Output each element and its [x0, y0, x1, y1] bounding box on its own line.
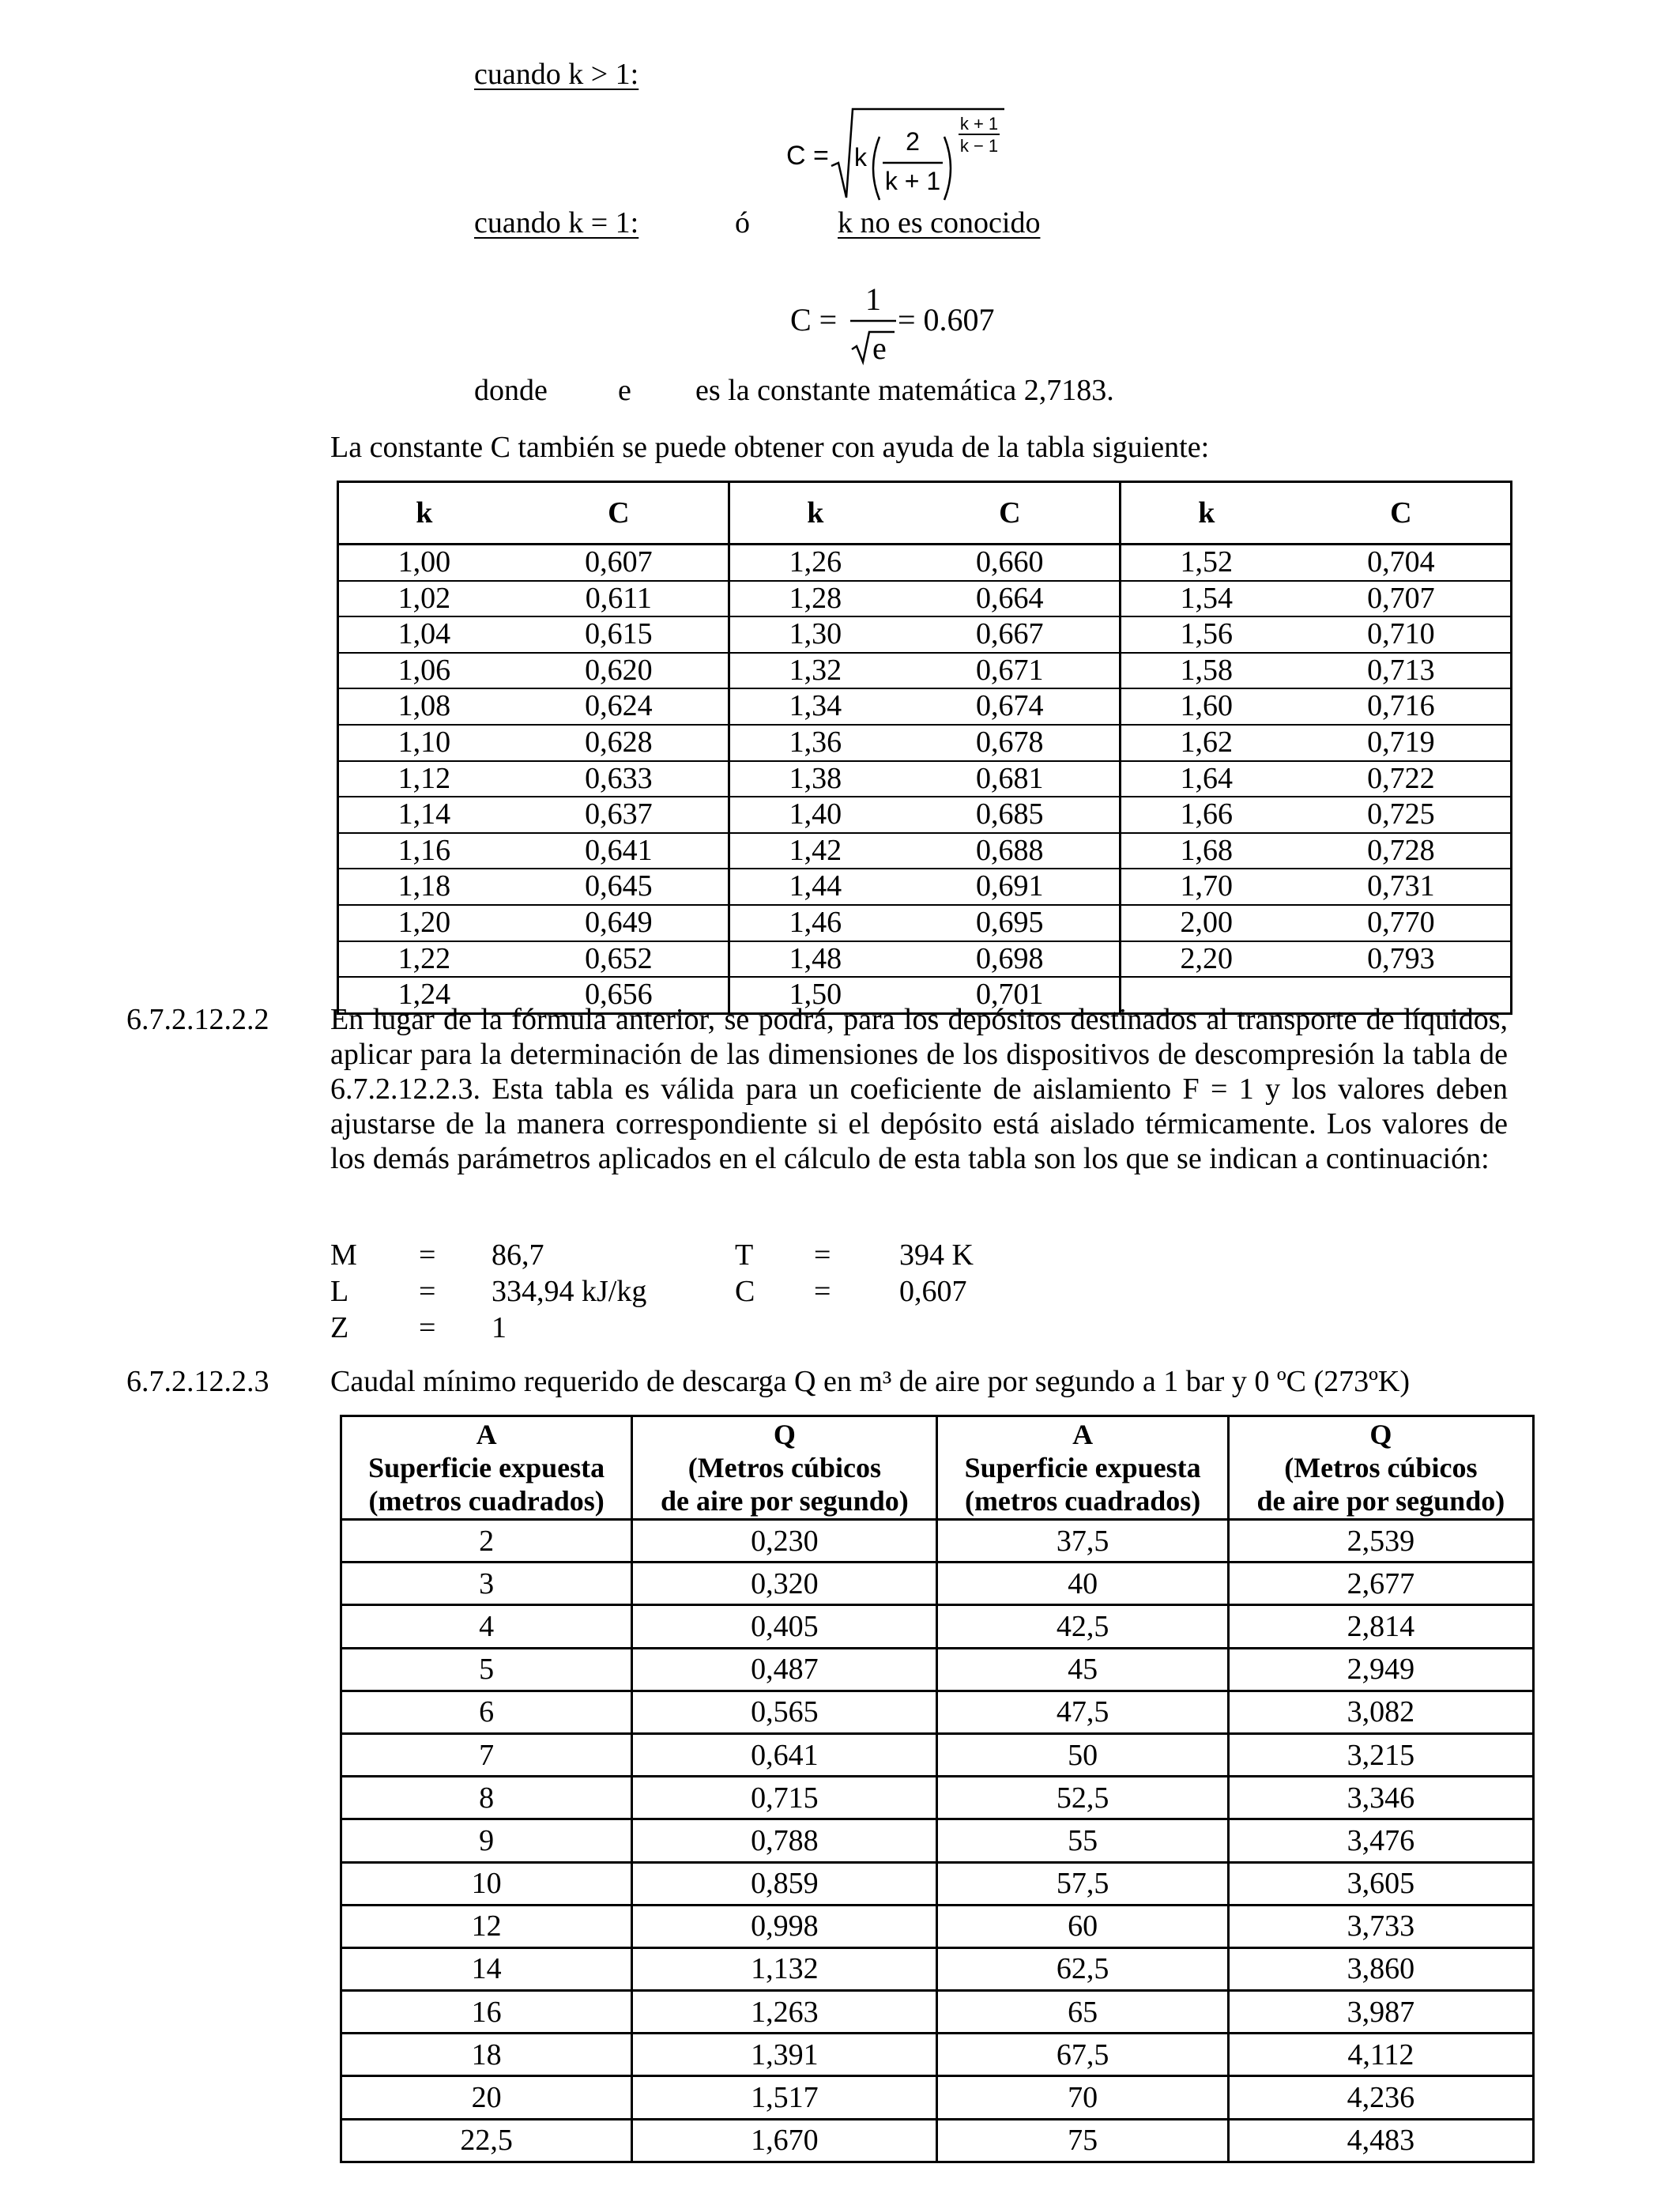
table1-cell: 0,688: [901, 833, 1121, 869]
formula1-exp-den: k − 1: [959, 136, 999, 156]
table2-cell: 4,483: [1228, 2119, 1533, 2162]
table2-cell: 1,670: [632, 2119, 937, 2162]
table-row: [338, 833, 1512, 869]
table-row: [341, 1862, 1534, 1905]
param-symbol: Z: [330, 1311, 349, 1344]
table-row: [338, 725, 1512, 761]
table2-cell: 2,677: [1228, 1563, 1533, 1605]
table1-header: k: [338, 482, 510, 545]
table2-cell: 62,5: [937, 1947, 1228, 1990]
table1-cell: 0,770: [1292, 905, 1512, 941]
table-row: [341, 1691, 1534, 1733]
table1-cell: 1,58: [1120, 653, 1291, 689]
table-row: [341, 1991, 1534, 2034]
table1-cell: 0,641: [510, 833, 729, 869]
table2-cell: 0,320: [632, 1563, 937, 1605]
table2-cell: 3,215: [1228, 1733, 1533, 1776]
table-k-c-values: [337, 481, 1512, 1015]
formula2-rhs: = 0.607: [898, 302, 995, 337]
table-row: [338, 688, 1512, 725]
table1-cell: 0,728: [1292, 833, 1512, 869]
table1-cell: 1,42: [729, 833, 900, 869]
table-row: [338, 545, 1512, 581]
table-row: [341, 2076, 1534, 2119]
table-row: [341, 1819, 1534, 1862]
table1-cell: 0,667: [901, 616, 1121, 653]
param-value: 1: [492, 1311, 507, 1344]
table1-cell: 0,615: [510, 616, 729, 653]
table2-cell: 0,641: [632, 1733, 937, 1776]
table-row: [341, 1905, 1534, 1947]
table2-cell: 2: [341, 1520, 632, 1563]
table2-header-area: A Superficie expuesta (metros cuadrados): [937, 1416, 1228, 1520]
table-row: [341, 1648, 1534, 1691]
table1-intro: La constante C también se puede obtener con ayuda de la tabla siguiente:: [330, 431, 1210, 464]
formula1-den: k + 1: [884, 167, 941, 195]
table1-cell: 1,32: [729, 653, 900, 689]
table1-cell: 0,628: [510, 725, 729, 761]
condition-k-greater-1: cuando k > 1:: [474, 58, 639, 91]
table2-header-flow: Q (Metros cúbicos de aire por segundo): [1228, 1416, 1533, 1520]
table2-cell: 0,487: [632, 1648, 937, 1691]
table-row: [341, 1733, 1534, 1776]
table1-header: C: [901, 482, 1121, 545]
table1-cell: 1,44: [729, 869, 900, 905]
table2-cell: 2,949: [1228, 1648, 1533, 1691]
table2-header-row: [341, 1416, 1534, 1520]
table1-cell: 0,652: [510, 941, 729, 978]
table2-cell: 45: [937, 1648, 1228, 1691]
table2-cell: 50: [937, 1733, 1228, 1776]
table2-cell: 4,236: [1228, 2076, 1533, 2119]
table2-cell: 1,517: [632, 2076, 937, 2119]
table1-cell: 0,719: [1292, 725, 1512, 761]
table2-cell: 40: [937, 1563, 1228, 1605]
table1-cell: 0,685: [901, 797, 1121, 833]
table1-cell: 0,695: [901, 905, 1121, 941]
donde-symbol: e: [618, 374, 631, 407]
table2-cell: 1,391: [632, 2034, 937, 2076]
table1-cell: 1,60: [1120, 688, 1291, 725]
param-equals: =: [814, 1238, 831, 1272]
table1-cell: 0,624: [510, 688, 729, 725]
table1-cell: 1,28: [729, 581, 900, 617]
table1-header: k: [729, 482, 900, 545]
param-value: 0,607: [899, 1275, 967, 1308]
table-row: [338, 905, 1512, 941]
table-row: [341, 2034, 1534, 2076]
table1-cell: 0,713: [1292, 653, 1512, 689]
table-discharge-rate: [340, 1415, 1535, 2163]
table1-cell: 1,36: [729, 725, 900, 761]
table1-cell: 0,704: [1292, 545, 1512, 581]
table1-cell: 0,722: [1292, 761, 1512, 797]
table1-cell: 0,731: [1292, 869, 1512, 905]
table1-cell: 0,645: [510, 869, 729, 905]
conjunction-or: ó: [735, 206, 750, 239]
table1-cell: 0,674: [901, 688, 1121, 725]
formula2-den: e: [872, 330, 887, 366]
table1-cell: 0,707: [1292, 581, 1512, 617]
formula1-num: 2: [906, 127, 920, 156]
condition-k-unknown: k no es conocido: [838, 206, 1041, 239]
table2-cell: 0,998: [632, 1905, 937, 1947]
table2-cell: 10: [341, 1862, 632, 1905]
section-paragraph: En lugar de la fórmula anterior, se podrá, para los depósitos destinados al transporte de líquidos, aplicar para la determinación de las dimensiones de los dispositivos de descompresión la tabla de 6.7.2.12.2.3. Esta tabla es válida para un coeficiente de aislamiento F = 1 y los valores deben ajustarse de la manera correspondiente si el depósito está aislado térmicamente. Los valores de los demás parámetros aplicados en el cálculo de esta tabla son los que se indican a continuación:: [330, 1003, 1508, 1175]
formula2-lhs: C =: [790, 302, 838, 337]
donde-label: donde: [474, 374, 548, 407]
table1-cell: 0,793: [1292, 941, 1512, 978]
table2-cell: 52,5: [937, 1777, 1228, 1819]
table-row: [341, 1605, 1534, 1648]
table1-cell: 0,656: [510, 977, 729, 1013]
table1-cell: 0,620: [510, 653, 729, 689]
table1-cell: 1,24: [338, 977, 510, 1013]
table-row: [341, 1777, 1534, 1819]
table-row: [338, 653, 1512, 689]
table-row: [338, 797, 1512, 833]
param-symbol: L: [330, 1275, 349, 1308]
table2-cell: 3,733: [1228, 1905, 1533, 1947]
table2-cell: 57,5: [937, 1862, 1228, 1905]
table1-cell: 1,20: [338, 905, 510, 941]
param-equals: =: [814, 1275, 831, 1308]
table1-cell: 0,716: [1292, 688, 1512, 725]
table1-header-row: [338, 482, 1512, 545]
table2-cell: 3,082: [1228, 1691, 1533, 1733]
table2-cell: 0,230: [632, 1520, 937, 1563]
table2-cell: 0,859: [632, 1862, 937, 1905]
table1-cell: 1,22: [338, 941, 510, 978]
table2-cell: 70: [937, 2076, 1228, 2119]
formula-c-constant: [790, 277, 1027, 371]
table-row: [341, 2119, 1534, 2162]
table1-cell: 0,698: [901, 941, 1121, 978]
table2-header-area: A Superficie expuesta (metros cuadrados): [341, 1416, 632, 1520]
param-equals: =: [419, 1238, 436, 1272]
table1-cell: 1,48: [729, 941, 900, 978]
table1-cell: 0,725: [1292, 797, 1512, 833]
table1-cell: 1,50: [729, 977, 900, 1013]
table2-cell: 8: [341, 1777, 632, 1819]
table2-cell: 5: [341, 1648, 632, 1691]
table1-cell: 0,710: [1292, 616, 1512, 653]
table1-cell: 1,30: [729, 616, 900, 653]
table1-cell: 1,40: [729, 797, 900, 833]
table2-cell: 3,476: [1228, 1819, 1533, 1862]
param-value: 334,94 kJ/kg: [492, 1275, 647, 1308]
table2-cell: 65: [937, 1991, 1228, 2034]
table2-cell: 2,539: [1228, 1520, 1533, 1563]
table-row: [338, 616, 1512, 653]
table2-cell: 7: [341, 1733, 632, 1776]
table1-cell: 0,637: [510, 797, 729, 833]
table2-cell: 4,112: [1228, 2034, 1533, 2076]
table2-cell: 3,860: [1228, 1947, 1533, 1990]
table1-cell: 0,671: [901, 653, 1121, 689]
table2-cell: 42,5: [937, 1605, 1228, 1648]
table2-cell: 16: [341, 1991, 632, 2034]
table2-cell: 1,132: [632, 1947, 937, 1990]
condition-k-equal-1: cuando k = 1:: [474, 206, 639, 239]
formula1-k: k: [854, 143, 867, 172]
table-row: [338, 869, 1512, 905]
table1-cell: 0,678: [901, 725, 1121, 761]
table1-cell: 1,02: [338, 581, 510, 617]
table-row: [341, 1520, 1534, 1563]
table2-cell: 14: [341, 1947, 632, 1990]
table2-cell: 18: [341, 2034, 632, 2076]
table2-cell: 67,5: [937, 2034, 1228, 2076]
table2-cell: 47,5: [937, 1691, 1228, 1733]
table1-cell: 1,34: [729, 688, 900, 725]
formula2-num: 1: [865, 281, 881, 317]
table-row: [341, 1947, 1534, 1990]
table1-cell: 1,00: [338, 545, 510, 581]
table2-cell: 0,715: [632, 1777, 937, 1819]
table1-cell: 0,660: [901, 545, 1121, 581]
table2-cell: 4: [341, 1605, 632, 1648]
table2-cell: 6: [341, 1691, 632, 1733]
table2-cell: 75: [937, 2119, 1228, 2162]
section-number-2: 6.7.2.12.2.2: [126, 1003, 269, 1036]
table2-cell: 3,605: [1228, 1862, 1533, 1905]
param-value: 394 K: [899, 1238, 974, 1272]
table1-cell: 0,691: [901, 869, 1121, 905]
table1-cell: 2,20: [1120, 941, 1291, 978]
table1-cell: 1,62: [1120, 725, 1291, 761]
table1-cell: 1,16: [338, 833, 510, 869]
section-title: Caudal mínimo requerido de descarga Q en m³ de aire por segundo a 1 bar y 0 ºC (273ºK): [330, 1365, 1410, 1398]
table2-cell: 22,5: [341, 2119, 632, 2162]
table1-cell: 0,611: [510, 581, 729, 617]
table1-cell: 1,18: [338, 869, 510, 905]
table2-cell: 37,5: [937, 1520, 1228, 1563]
formula-c-general: [786, 93, 1023, 205]
table1-cell: 1,46: [729, 905, 900, 941]
table1-cell: 0,664: [901, 581, 1121, 617]
donde-text: es la constante matemática 2,7183.: [695, 374, 1114, 407]
formula1-exp-num: k + 1: [959, 114, 999, 134]
table1-cell: 1,56: [1120, 616, 1291, 653]
table1-cell: 1,66: [1120, 797, 1291, 833]
table1-cell: 1,04: [338, 616, 510, 653]
table1-cell: 1,52: [1120, 545, 1291, 581]
table1-cell: 1,26: [729, 545, 900, 581]
table-row: [338, 941, 1512, 978]
table2-cell: 3,987: [1228, 1991, 1533, 2034]
table1-cell: 1,12: [338, 761, 510, 797]
table2-cell: 0,565: [632, 1691, 937, 1733]
table1-header: k: [1120, 482, 1291, 545]
table1-cell: 1,10: [338, 725, 510, 761]
table2-cell: 9: [341, 1819, 632, 1862]
param-equals: =: [419, 1311, 436, 1344]
table1-cell: 1,70: [1120, 869, 1291, 905]
table2-header-flow: Q (Metros cúbicos de aire por segundo): [632, 1416, 937, 1520]
table2-cell: 0,405: [632, 1605, 937, 1648]
param-value: 86,7: [492, 1238, 544, 1272]
table1-cell: 1,08: [338, 688, 510, 725]
param-symbol: M: [330, 1238, 357, 1272]
table2-cell: 3: [341, 1563, 632, 1605]
table1-header: C: [1292, 482, 1512, 545]
table1-cell: 0,607: [510, 545, 729, 581]
table2-cell: 55: [937, 1819, 1228, 1862]
table2-cell: 12: [341, 1905, 632, 1947]
table1-cell: 0,681: [901, 761, 1121, 797]
table-row: [338, 581, 1512, 617]
table2-cell: 60: [937, 1905, 1228, 1947]
table1-header: C: [510, 482, 729, 545]
table1-cell: 1,54: [1120, 581, 1291, 617]
param-equals: =: [419, 1275, 436, 1308]
table1-cell: 0,701: [901, 977, 1121, 1013]
table-row: [338, 761, 1512, 797]
table1-cell: 1,68: [1120, 833, 1291, 869]
param-symbol: T: [735, 1238, 754, 1272]
table1-cell: 1,64: [1120, 761, 1291, 797]
table1-cell: 1,38: [729, 761, 900, 797]
table1-cell: 1,14: [338, 797, 510, 833]
section-number-3: 6.7.2.12.2.3: [126, 1365, 269, 1398]
table1-cell: 1,06: [338, 653, 510, 689]
table1-cell: 0,649: [510, 905, 729, 941]
table2-cell: 3,346: [1228, 1777, 1533, 1819]
table2-cell: 0,788: [632, 1819, 937, 1862]
table2-cell: 1,263: [632, 1991, 937, 2034]
table2-cell: 2,814: [1228, 1605, 1533, 1648]
formula1-lhs: C =: [786, 141, 829, 171]
param-symbol: C: [735, 1275, 755, 1308]
table1-cell: 2,00: [1120, 905, 1291, 941]
table2-cell: 20: [341, 2076, 632, 2119]
table1-cell: 0,633: [510, 761, 729, 797]
table-row: [341, 1563, 1534, 1605]
